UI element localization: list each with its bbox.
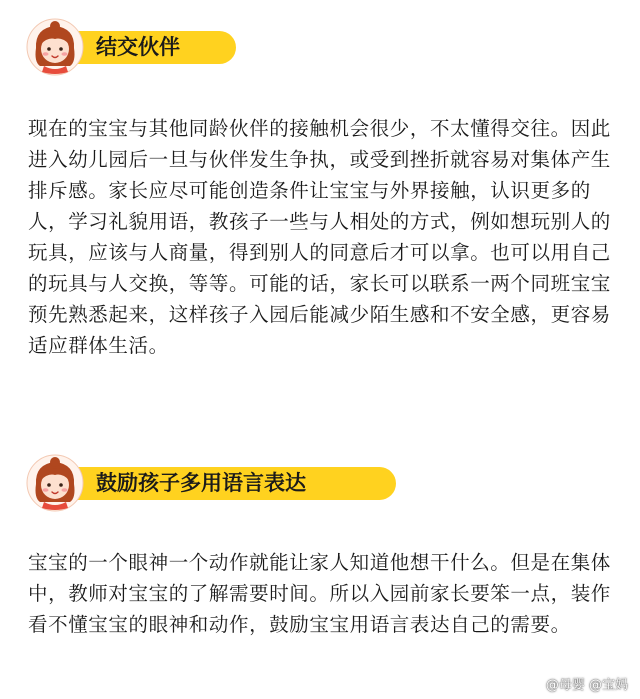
section-body-2: 宝宝的一个眼神一个动作就能让家人知道他想干什么。但是在集体中，教师对宝宝的了解需要时间。所以入园前家长要笨一点，装作看不懂宝宝的眼神和动作，鼓励宝宝用语言表达自己的需要。	[28, 551, 611, 636]
watermark-text: @母婴 @宝妈	[545, 678, 628, 693]
section-body-1: 现在的宝宝与其他同龄伙伴的接触机会很少，不太懂得交往。因此进入幼儿园后一旦与伙伴发生争执，或受到挫折就容易对集体产生排斥感。家长应尽可能创造条件让宝宝与外界接触，认识更多的人，学习礼貌用语，教孩子一些与人相处的方式，例如想玩别人的玩具，应该与人商量，得到别人的同意后才可以拿。也可以用自己的玩具与人交换，等等。可能的话，家长可以联系一两个同班宝宝预先熟悉起来，这样孩子入园后能减少陌生感和不安全感，更容易适应群体生活。	[28, 117, 611, 357]
girl-avatar-icon	[26, 18, 84, 76]
section-title: 结交伙伴	[96, 35, 180, 59]
watermark	[524, 674, 628, 693]
girl-avatar-icon	[26, 454, 84, 512]
weibo-icon	[524, 676, 542, 691]
section-title: 鼓励孩子多用语言表达	[96, 471, 306, 495]
